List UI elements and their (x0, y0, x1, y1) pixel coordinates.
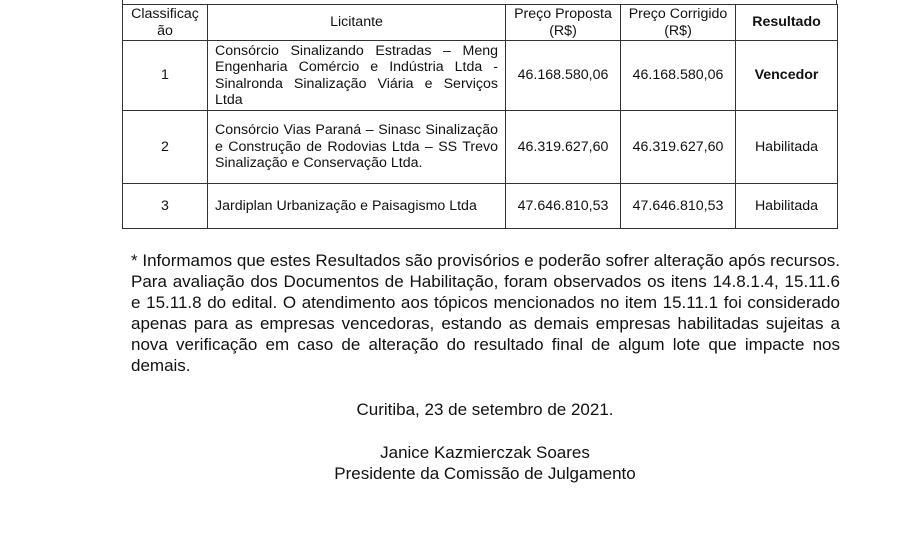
cell-licitante: Consórcio Sinalizando Estradas – Meng Engenharia Comércio e Indústria Ltda - Sinalronda Sinalização Viária e Serviços Ltda (208, 41, 506, 111)
header-resultado: Resultado (736, 5, 838, 41)
cell-resultado: Habilitada (736, 111, 838, 184)
signatory-title: Presidente da Comissão de Julgamento (334, 464, 636, 483)
cell-preco-proposta: 46.168.580,06 (506, 41, 621, 111)
cell-licitante: Consórcio Vias Paraná – Sinasc Sinalização e Construção de Rodovias Ltda – SS Trevo Sinalização e Conservação Ltda. (208, 111, 506, 184)
header-licitante: Licitante (208, 5, 506, 41)
cell-classificacao: 1 (123, 41, 208, 111)
provisional-results-note: * Informamos que estes Resultados são provisórios e poderão sofrer alteração após recursos. Para avaliação dos Documentos de Habilitação, foram observados os itens 14.8.1.4, 15.11.6 e 15.11.8 do edital. O atendimento aos tópicos mencionados no item 15.11.1 foi considerado apenas para as empresas vencedoras, estando as demais empresas habilitadas sujeitas a nova verificação em caso de alteração do resultado final de algum lote que impacte nos demais. (131, 251, 840, 375)
table-header-row (123, 5, 838, 41)
signatory-name: Janice Kazmierczak Soares (380, 443, 590, 462)
cell-resultado: Habilitada (736, 184, 838, 229)
cell-classificacao: 3 (123, 184, 208, 229)
header-classificacao: Classificação (123, 5, 208, 41)
cell-preco-proposta: 47.646.810,53 (506, 184, 621, 229)
table-row (123, 184, 838, 229)
table-row (123, 41, 838, 111)
place-and-date: Curitiba, 23 de setembro de 2021. (356, 400, 614, 419)
cell-resultado: Vencedor (736, 41, 838, 111)
cell-preco-proposta: 46.319.627,60 (506, 111, 621, 184)
cell-preco-corrigido: 47.646.810,53 (621, 184, 736, 229)
cell-preco-corrigido: 46.319.627,60 (621, 111, 736, 184)
cell-licitante: Jardiplan Urbanização e Paisagismo Ltda (208, 184, 506, 229)
results-table (122, 4, 838, 229)
table-row (123, 111, 838, 184)
cell-classificacao: 2 (123, 111, 208, 184)
header-preco-proposta: Preço Proposta (R$) (506, 5, 621, 41)
header-preco-corrigido: Preço Corrigido (R$) (621, 5, 736, 41)
cell-preco-corrigido: 46.168.580,06 (621, 41, 736, 111)
